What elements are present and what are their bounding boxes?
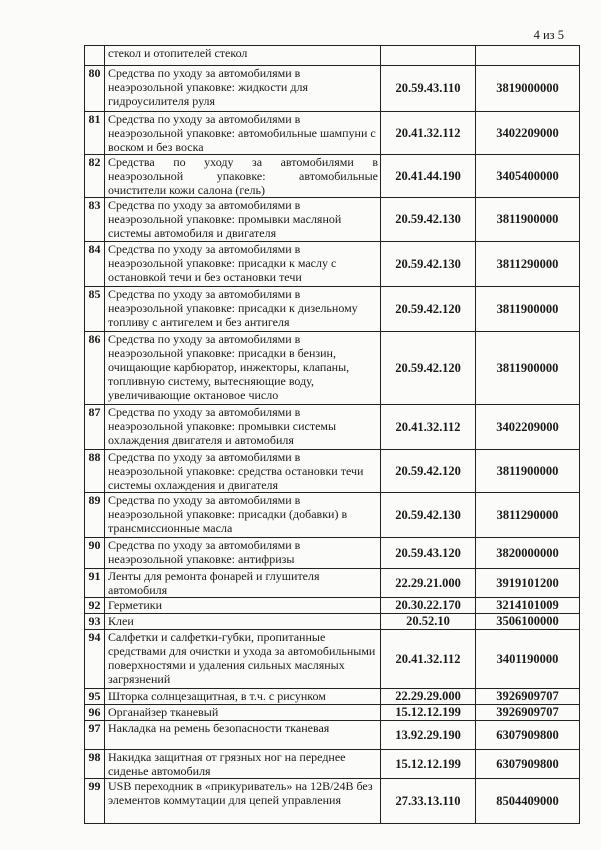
table-row <box>85 112 580 155</box>
row-number: 97 <box>85 721 105 750</box>
row-tnved-code: 3811290000 <box>476 242 580 287</box>
row-description: Салфетки и салфетки-губки, пропитанные средствами для очистки и ухода за автомобильными поверхностями и удаления сильных масляных загрязнений <box>105 630 381 689</box>
row-number: 90 <box>85 538 105 569</box>
row-description: Средства по уходу за автомобилями в неаэрозольной упаковке: автомобильные шампуни с воском и без воска <box>105 112 381 155</box>
row-tnved-code <box>476 46 580 66</box>
row-tnved-code: 3811900000 <box>476 287 580 332</box>
row-number: 81 <box>85 112 105 155</box>
row-okpd-code: 22.29.29.000 <box>381 689 476 705</box>
table-row <box>85 450 580 493</box>
row-number: 84 <box>85 242 105 287</box>
row-number: 87 <box>85 405 105 450</box>
row-tnved-code: 3402209000 <box>476 112 580 155</box>
row-description: Ленты для ремонта фонарей и глушителя автомобиля <box>105 569 381 598</box>
row-okpd-code: 20.59.42.130 <box>381 198 476 242</box>
row-description: Шторка солнцезащитная, в т.ч. с рисунком <box>105 689 381 705</box>
row-description: Средства по уходу за автомобилями в неаэрозольной упаковке: средства остановки течи системы охлаждения и двигателя <box>105 450 381 493</box>
row-description: Средства по уходу за автомобилями в неаэрозольной упаковке: присадки (добавки) в трансмиссионные масла <box>105 493 381 538</box>
row-number: 89 <box>85 493 105 538</box>
row-okpd-code: 20.52.10 <box>381 614 476 630</box>
row-number: 95 <box>85 689 105 705</box>
table-row <box>85 405 580 450</box>
row-description: Средства по уходу за автомобилями в неаэрозольной упаковке: присадки к дизельному топливу с антигелем и без антигеля <box>105 287 381 332</box>
row-okpd-code: 20.59.42.120 <box>381 287 476 332</box>
row-tnved-code: 8504409000 <box>476 779 580 824</box>
row-description: Средства по уходу за автомобилями в неаэрозольной упаковке: промывки масляной системы автомобиля и двигателя <box>105 198 381 242</box>
row-okpd-code: 20.41.44.190 <box>381 155 476 198</box>
row-tnved-code: 3811900000 <box>476 198 580 242</box>
row-description: Средства по уходу за автомобилями в неаэрозольной упаковке: присадки в бензин, очищающие карбюратор, инжекторы, клапаны, топливную систему, вытесняющие воду, увеличивающие октановое число <box>105 332 381 405</box>
row-okpd-code: 20.59.43.110 <box>381 66 476 112</box>
table-row <box>85 155 580 198</box>
row-number: 88 <box>85 450 105 493</box>
row-tnved-code: 6307909800 <box>476 721 580 750</box>
row-okpd-code: 20.41.32.112 <box>381 405 476 450</box>
table-row <box>85 493 580 538</box>
row-number: 98 <box>85 750 105 779</box>
row-number: 82 <box>85 155 105 198</box>
row-number: 80 <box>85 66 105 112</box>
row-description: Накладка на ремень безопасности тканевая <box>105 721 381 750</box>
row-okpd-code: 20.59.42.130 <box>381 242 476 287</box>
row-number: 92 <box>85 598 105 614</box>
row-tnved-code: 3401190000 <box>476 630 580 689</box>
row-okpd-code: 20.59.42.130 <box>381 493 476 538</box>
row-number: 91 <box>85 569 105 598</box>
row-tnved-code: 3811290000 <box>476 493 580 538</box>
row-number <box>85 46 105 66</box>
row-tnved-code: 3919101200 <box>476 569 580 598</box>
row-description: Средства по уходу за автомобилями в неаэрозольной упаковке: антифризы <box>105 538 381 569</box>
table-row <box>85 750 580 779</box>
row-number: 96 <box>85 705 105 721</box>
row-tnved-code: 3811900000 <box>476 332 580 405</box>
row-okpd-code: 20.41.32.112 <box>381 630 476 689</box>
row-okpd-code: 20.59.42.120 <box>381 450 476 493</box>
row-okpd-code: 20.30.22.170 <box>381 598 476 614</box>
row-tnved-code: 3926909707 <box>476 689 580 705</box>
row-number: 86 <box>85 332 105 405</box>
row-okpd-code: 22.29.21.000 <box>381 569 476 598</box>
table-row <box>85 689 580 705</box>
row-description: Средства по уходу за автомобилями в неаэрозольной упаковке: жидкости для гидроусилителя руля <box>105 66 381 112</box>
row-okpd-code: 13.92.29.190 <box>381 721 476 750</box>
table-row <box>85 721 580 750</box>
table-row <box>85 198 580 242</box>
table-row <box>85 46 580 66</box>
row-number: 93 <box>85 614 105 630</box>
row-description: Накидка защитная от грязных ног на переднее сиденье автомобиля <box>105 750 381 779</box>
table-row <box>85 779 580 824</box>
table-row <box>85 538 580 569</box>
table-row <box>85 705 580 721</box>
row-description: USB переходник в «прикуриватель» на 12В/24В без элементов коммутации для цепей управления <box>105 779 381 824</box>
row-tnved-code: 3405400000 <box>476 155 580 198</box>
row-tnved-code: 3811900000 <box>476 450 580 493</box>
table-row <box>85 66 580 112</box>
row-tnved-code: 3506100000 <box>476 614 580 630</box>
row-okpd-code <box>381 46 476 66</box>
table-row <box>85 242 580 287</box>
row-tnved-code: 3819000000 <box>476 66 580 112</box>
row-number: 83 <box>85 198 105 242</box>
page-number: 4 из 5 <box>533 28 564 42</box>
row-description: Средства по уходу за автомобилями в неаэрозольной упаковке: промывки системы охлаждения двигателя и автомобиля <box>105 405 381 450</box>
row-okpd-code: 15.12.12.199 <box>381 750 476 779</box>
row-description: Средства по уходу за автомобилями в неаэрозольной упаковке: автомобильные очистители кожи салона (гель) <box>105 155 381 198</box>
table-row <box>85 332 580 405</box>
row-okpd-code: 15.12.12.199 <box>381 705 476 721</box>
row-okpd-code: 20.59.43.120 <box>381 538 476 569</box>
row-number: 94 <box>85 630 105 689</box>
table-row <box>85 614 580 630</box>
row-tnved-code: 6307909800 <box>476 750 580 779</box>
table-row <box>85 598 580 614</box>
table-row <box>85 630 580 689</box>
table-row <box>85 287 580 332</box>
row-number: 85 <box>85 287 105 332</box>
row-description: Клеи <box>105 614 381 630</box>
row-description: Органайзер тканевый <box>105 705 381 721</box>
row-tnved-code: 3820000000 <box>476 538 580 569</box>
product-table <box>84 45 580 824</box>
row-tnved-code: 3926909707 <box>476 705 580 721</box>
row-tnved-code: 3214101009 <box>476 598 580 614</box>
table-row <box>85 569 580 598</box>
row-number: 99 <box>85 779 105 824</box>
row-okpd-code: 20.59.42.120 <box>381 332 476 405</box>
row-description: стекол и отопителей стекол <box>105 46 381 66</box>
row-description: Средства по уходу за автомобилями в неаэрозольной упаковке: присадки к маслу с остановкой течи и без остановки течи <box>105 242 381 287</box>
row-okpd-code: 20.41.32.112 <box>381 112 476 155</box>
row-okpd-code: 27.33.13.110 <box>381 779 476 824</box>
row-tnved-code: 3402209000 <box>476 405 580 450</box>
row-description: Герметики <box>105 598 381 614</box>
